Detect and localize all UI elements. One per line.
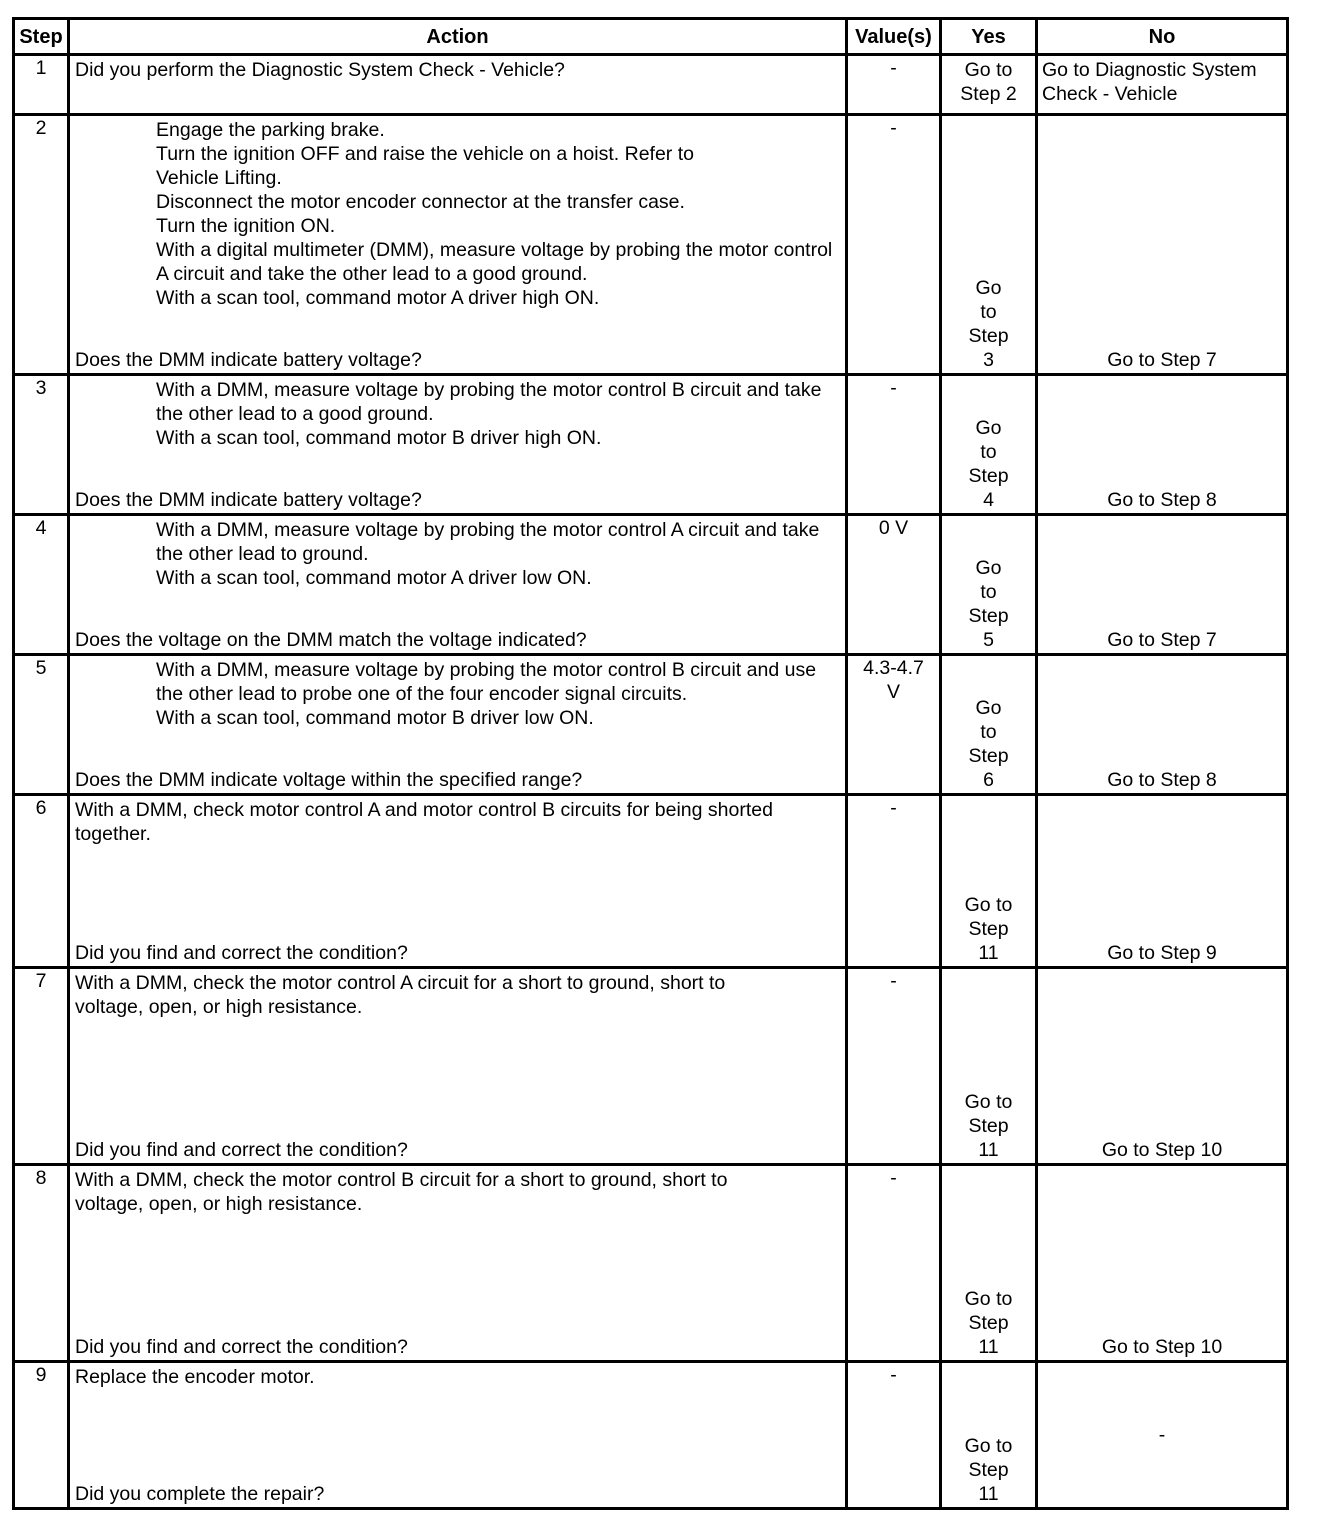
table-row	[14, 115, 1288, 375]
action-cell	[69, 55, 847, 115]
action-lines	[70, 116, 845, 310]
yes-text: Go to Step 11	[964, 894, 1013, 964]
action-lines	[70, 656, 845, 730]
yes-text: Go to Step 4	[968, 417, 1009, 511]
step-number: 4	[14, 515, 69, 655]
action-question: Did you complete the repair?	[75, 1483, 325, 1505]
yes-cell	[941, 55, 1037, 115]
value-cell: -	[847, 115, 941, 375]
step-number: 1	[14, 55, 69, 115]
no-cell	[1037, 1165, 1288, 1362]
action-line: Engage the parking brake.	[156, 119, 385, 141]
step-number: 3	[14, 375, 69, 515]
no-text: Go to Step 10	[1101, 1336, 1223, 1358]
table-row	[14, 968, 1288, 1165]
table-row	[14, 795, 1288, 968]
action-lines	[70, 516, 845, 590]
no-text: Go to Step 7	[1107, 349, 1217, 371]
yes-cell	[941, 968, 1037, 1165]
table-row	[14, 55, 1288, 115]
action-cell	[69, 968, 847, 1165]
step-number: 8	[14, 1165, 69, 1362]
value-cell: 0 V	[847, 515, 941, 655]
action-cell	[69, 375, 847, 515]
action-line: With a digital multimeter (DMM), measure voltage by probing the motor control A circuit and take the other lead to a good ground.	[156, 239, 833, 285]
action-question: Did you find and correct the condition?	[75, 1139, 408, 1161]
no-text: Go to Diagnostic System Check - Vehicle	[1042, 59, 1257, 105]
no-text: Go to Step 8	[1107, 489, 1217, 511]
step-number: 5	[14, 655, 69, 795]
header-row	[14, 19, 1288, 55]
value-cell: -	[847, 55, 941, 115]
no-cell	[1037, 375, 1288, 515]
no-text: Go to Step 8	[1107, 769, 1217, 791]
action-question: Does the DMM indicate battery voltage?	[75, 489, 422, 511]
action-line: Did you perform the Diagnostic System Check - Vehicle?	[75, 59, 565, 81]
no-cell	[1037, 968, 1288, 1165]
action-cell	[69, 515, 847, 655]
table-row	[14, 515, 1288, 655]
step-number: 7	[14, 968, 69, 1165]
action-line: With a DMM, measure voltage by probing the motor control A circuit and take the other lead to ground.	[156, 519, 820, 565]
step-number: 9	[14, 1362, 69, 1509]
action-cell	[69, 115, 847, 375]
yes-cell	[941, 655, 1037, 795]
value-cell: -	[847, 795, 941, 968]
action-cell	[69, 655, 847, 795]
action-cell	[69, 1165, 847, 1362]
no-text: Go to Step 9	[1107, 942, 1217, 964]
header-no: No	[1037, 19, 1288, 55]
step-number: 6	[14, 795, 69, 968]
yes-text: Go to Step 3	[968, 277, 1009, 371]
no-text: Go to Step 7	[1107, 629, 1217, 651]
value-cell: -	[847, 1362, 941, 1509]
table-row	[14, 655, 1288, 795]
yes-cell	[941, 515, 1037, 655]
value-cell: -	[847, 1165, 941, 1362]
no-cell	[1037, 115, 1288, 375]
value-cell: -	[847, 375, 941, 515]
action-line: With a scan tool, command motor A driver low ON.	[156, 567, 592, 589]
action-question: Did you find and correct the condition?	[75, 1336, 408, 1358]
action-line: Turn the ignition ON.	[156, 215, 336, 237]
diagnostic-table	[12, 17, 1289, 1510]
no-cell	[1037, 1362, 1288, 1509]
value-cell: 4.3-4.7 V	[847, 655, 941, 795]
action-cell	[69, 1362, 847, 1509]
action-line: With a DMM, check the motor control B circuit for a short to ground, short to voltage, open, or high resistance.	[75, 1169, 728, 1215]
yes-text: Go to Step 11	[964, 1288, 1013, 1358]
no-cell	[1037, 55, 1288, 115]
no-cell	[1037, 795, 1288, 968]
table-row	[14, 375, 1288, 515]
action-line: With a DMM, measure voltage by probing the motor control B circuit and use the other lead to probe one of the four encoder signal circuits.	[156, 659, 817, 705]
value-cell: -	[847, 968, 941, 1165]
action-lines	[70, 376, 845, 450]
yes-text: Go to Step 2	[960, 59, 1017, 105]
yes-text: Go to Step 5	[968, 557, 1009, 651]
no-cell	[1037, 515, 1288, 655]
yes-text: Go to Step 11	[964, 1091, 1013, 1161]
action-question: Does the voltage on the DMM match the voltage indicated?	[75, 629, 587, 651]
action-question: Does the DMM indicate voltage within the specified range?	[75, 769, 583, 791]
table-row	[14, 1165, 1288, 1362]
action-line: With a DMM, check the motor control A circuit for a short to ground, short to voltage, open, or high resistance.	[75, 972, 726, 1018]
yes-cell	[941, 375, 1037, 515]
header-action: Action	[69, 19, 847, 55]
yes-cell	[941, 115, 1037, 375]
yes-cell	[941, 795, 1037, 968]
action-line: With a DMM, measure voltage by probing the motor control B circuit and take the other lead to a good ground.	[156, 379, 822, 425]
yes-cell	[941, 1165, 1037, 1362]
action-line: With a DMM, check motor control A and motor control B circuits for being shorted together.	[75, 799, 773, 845]
yes-text: Go to Step 6	[968, 697, 1009, 791]
table-row	[14, 1362, 1288, 1509]
action-line: With a scan tool, command motor A driver high ON.	[156, 287, 600, 309]
step-number: 2	[14, 115, 69, 375]
no-text: -	[1158, 1424, 1166, 1446]
action-question: Does the DMM indicate battery voltage?	[75, 349, 422, 371]
yes-text: Go to Step 11	[964, 1435, 1013, 1505]
action-line: Disconnect the motor encoder connector at the transfer case.	[156, 191, 685, 213]
header-values: Value(s)	[847, 19, 941, 55]
no-cell	[1037, 655, 1288, 795]
action-line: Replace the encoder motor.	[75, 1366, 315, 1388]
header-yes: Yes	[941, 19, 1037, 55]
action-cell	[69, 795, 847, 968]
action-line: Turn the ignition OFF and raise the vehicle on a hoist. Refer to Vehicle Lifting.	[156, 143, 694, 189]
action-question: Did you find and correct the condition?	[75, 942, 408, 964]
action-line: With a scan tool, command motor B driver low ON.	[156, 707, 594, 729]
action-line: With a scan tool, command motor B driver high ON.	[156, 427, 602, 449]
no-text: Go to Step 10	[1101, 1139, 1223, 1161]
header-step: Step	[14, 19, 69, 55]
yes-cell	[941, 1362, 1037, 1509]
